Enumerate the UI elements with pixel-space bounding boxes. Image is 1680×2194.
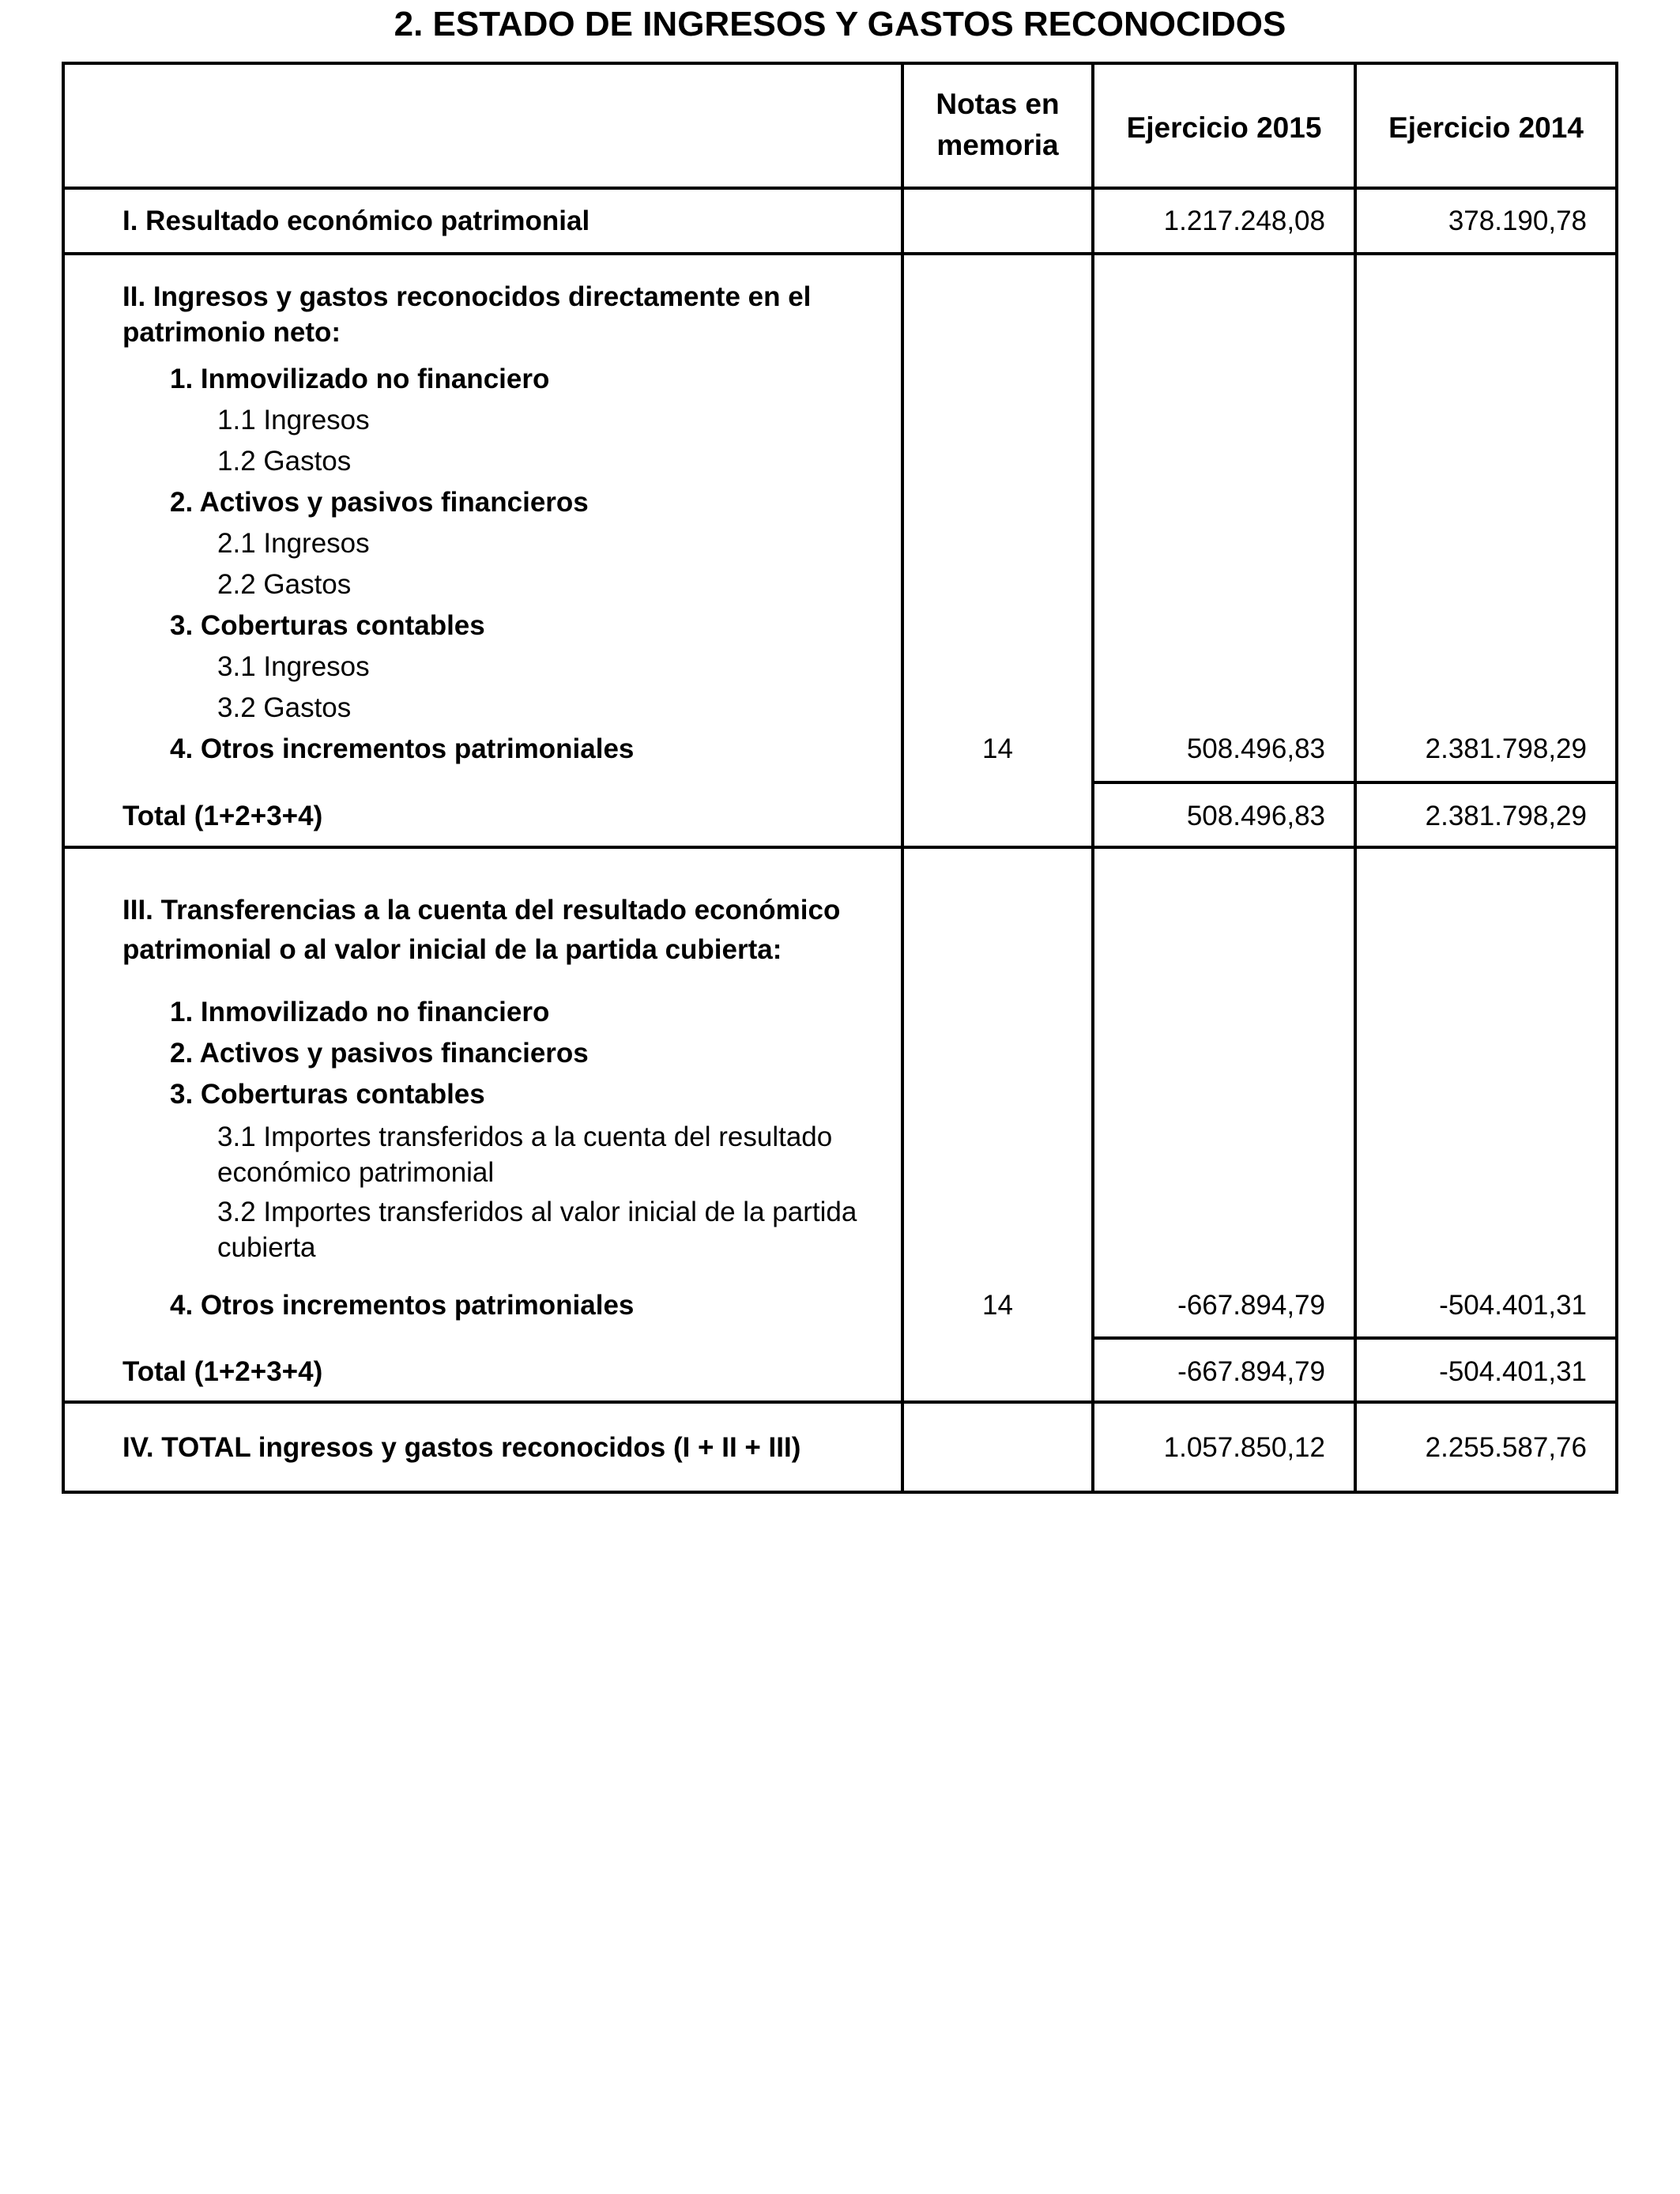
subtotal-line-sec3 [1091, 1336, 1618, 1340]
header-notas: Notas en memoria [936, 88, 1060, 161]
header-ejercicio-2015: Ejercicio 2015 [1126, 111, 1322, 144]
sec2-item-4-2015: 508.496,83 [1186, 733, 1325, 764]
sec3-total-2014: -504.401,31 [1439, 1356, 1587, 1387]
sec2-item-2-2: 2.2 Gastos [217, 569, 352, 600]
sec2-item-1-1: 1.1 Ingresos [217, 405, 370, 435]
sec3-item-3-2: 3.2 Importes transferidos al valor inicial de la partida cubierta [217, 1197, 857, 1263]
sec3-item-3-1: 3.1 Importes transferidos a la cuenta del resultado económico patrimonial [217, 1122, 833, 1188]
table-frame [62, 62, 1618, 1494]
row-divider-header [62, 187, 1618, 190]
col-divider-2014 [1354, 62, 1357, 1494]
page-title: 2. ESTADO DE INGRESOS Y GASTOS RECONOCIDOS [394, 5, 1286, 43]
row-divider-sec3 [62, 1400, 1618, 1404]
sec2-item-2: 2. Activos y pasivos financieros [170, 487, 589, 518]
sec2-item-3-2: 3.2 Gastos [217, 692, 352, 723]
sec3-item-4-nota: 14 [982, 1290, 1013, 1321]
sec3-item-4-2014: -504.401,31 [1439, 1290, 1587, 1321]
sec2-label: II. Ingresos y gastos reconocidos directamente en el patrimonio neto: [122, 281, 812, 348]
sec2-item-1: 1. Inmovilizado no financiero [170, 364, 550, 394]
sec2-total-2014: 2.381.798,29 [1425, 801, 1587, 831]
row-divider-sec2 [62, 846, 1618, 849]
sec2-item-4-2014: 2.381.798,29 [1425, 733, 1587, 764]
sec4-label: IV. TOTAL ingresos y gastos reconocidos (I + II + III) [122, 1432, 801, 1463]
col-divider-2015 [1091, 62, 1094, 1494]
sec3-item-3: 3. Coberturas contables [170, 1079, 485, 1110]
sec3-item-1: 1. Inmovilizado no financiero [170, 997, 550, 1027]
sec2-total-2015: 508.496,83 [1186, 801, 1325, 831]
sec1-label: I. Resultado económico patrimonial [122, 205, 590, 236]
sec4-value-2015: 1.057.850,12 [1163, 1432, 1325, 1463]
sec3-item-4-2015: -667.894,79 [1177, 1290, 1325, 1321]
sec2-item-3: 3. Coberturas contables [170, 610, 485, 641]
sec2-item-1-2: 1.2 Gastos [217, 446, 352, 477]
sec4-value-2014: 2.255.587,76 [1425, 1432, 1587, 1463]
sec1-value-2015: 1.217.248,08 [1163, 205, 1325, 236]
sec3-label: III. Transferencias a la cuenta del resultado económico patrimonial o al valor inicial de la partida cubierta: [122, 895, 841, 965]
sec2-item-2-1: 2.1 Ingresos [217, 528, 370, 559]
sec2-item-3-1: 3.1 Ingresos [217, 651, 370, 682]
sec1-value-2014: 378.190,78 [1448, 205, 1587, 236]
sec2-total-label: Total (1+2+3+4) [122, 801, 323, 831]
subtotal-line-sec2 [1091, 781, 1618, 784]
sec3-total-2015: -667.894,79 [1177, 1356, 1325, 1387]
sec3-item-2: 2. Activos y pasivos financieros [170, 1038, 589, 1069]
sec3-item-4: 4. Otros incrementos patrimoniales [170, 1290, 635, 1321]
sec2-item-4-nota: 14 [982, 733, 1013, 764]
row-divider-sec1 [62, 252, 1618, 255]
col-divider-notas [901, 62, 904, 1494]
sec2-item-4: 4. Otros incrementos patrimoniales [170, 733, 635, 764]
header-ejercicio-2014: Ejercicio 2014 [1388, 111, 1584, 144]
sec3-total-label: Total (1+2+3+4) [122, 1356, 323, 1387]
